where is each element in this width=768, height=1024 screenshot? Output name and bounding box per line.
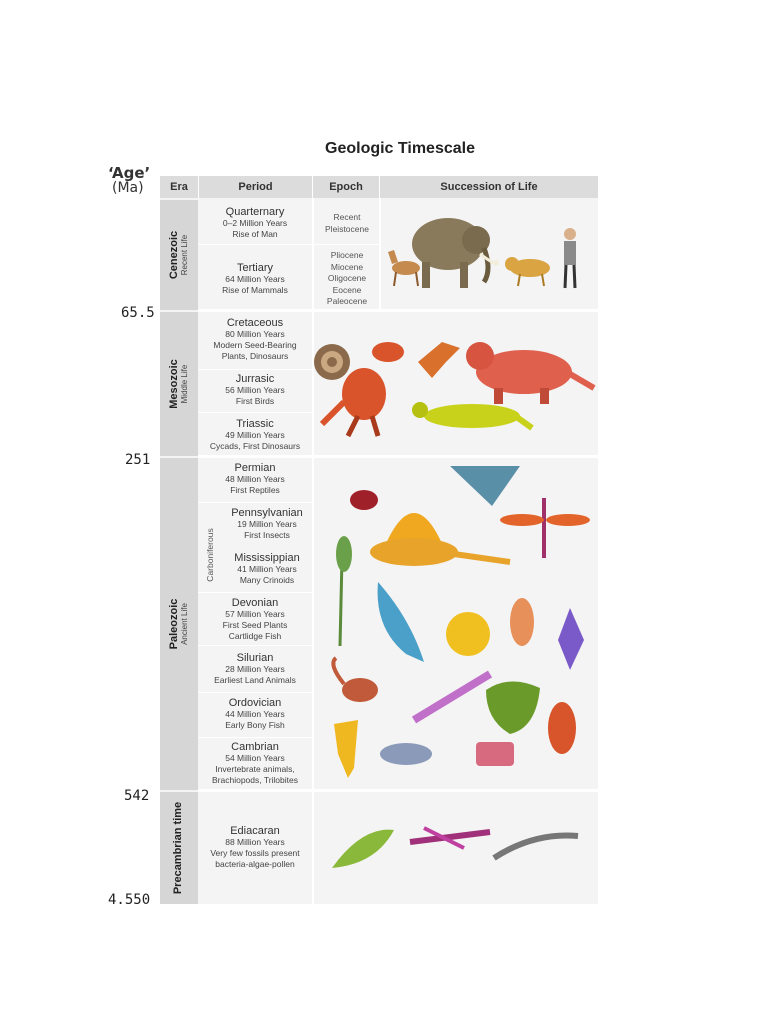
header-era: Era bbox=[160, 176, 198, 198]
period-mississippian bbox=[210, 552, 324, 586]
worm-icon bbox=[494, 835, 578, 858]
row-divider bbox=[198, 692, 312, 693]
period-name: Pennsylvanian bbox=[231, 507, 303, 519]
period-triassic bbox=[198, 418, 312, 452]
period-pennsylvanian bbox=[210, 507, 324, 541]
period-silurian bbox=[198, 652, 312, 686]
era-cenozoic bbox=[160, 200, 198, 310]
header-period: Period bbox=[199, 176, 312, 198]
plant-icon bbox=[336, 536, 352, 646]
epoch-item: Paleocene bbox=[326, 296, 368, 306]
period-name: Cretaceous bbox=[226, 317, 284, 329]
row-divider bbox=[198, 244, 380, 245]
period-note: Early Bony Fish bbox=[225, 720, 285, 730]
ray-icon bbox=[450, 466, 520, 506]
triceratops-icon bbox=[466, 342, 594, 404]
dragonfly-icon bbox=[500, 498, 590, 558]
period-note: Rise of Mammals bbox=[222, 285, 288, 295]
age-tick: 4.550 bbox=[108, 892, 151, 908]
man-icon bbox=[564, 228, 576, 288]
period-note: First Reptiles bbox=[230, 485, 280, 495]
period-duration: 49 Million Years bbox=[225, 430, 285, 440]
snail-icon bbox=[558, 608, 584, 670]
era-name: Cenezoic bbox=[168, 230, 181, 280]
epoch-item: Oligocene bbox=[327, 273, 367, 283]
period-devonian bbox=[198, 597, 312, 642]
period-name: Permian bbox=[234, 462, 276, 474]
period-note: Rise of Man bbox=[232, 229, 278, 239]
header-epoch: Epoch bbox=[313, 176, 379, 198]
mesozoic-life-illustration bbox=[314, 312, 598, 455]
row-divider bbox=[198, 412, 312, 413]
era-name: Mesozoic bbox=[168, 359, 181, 409]
era-subtitle: Ancient Life bbox=[179, 603, 189, 645]
chart-title: Geologic Timescale bbox=[325, 140, 475, 157]
period-name: Jurrasic bbox=[235, 373, 275, 385]
row-divider bbox=[198, 645, 312, 646]
row-divider bbox=[198, 369, 312, 370]
age-axis-unit: (Ma) bbox=[112, 180, 144, 196]
era-precambrian bbox=[160, 792, 198, 904]
epoch-item: Miocene bbox=[330, 261, 364, 272]
period-name: Mississippian bbox=[234, 552, 300, 564]
row-divider bbox=[198, 502, 312, 503]
period-permian bbox=[198, 462, 312, 496]
period-note: Plants, Dinosaurs bbox=[221, 351, 289, 361]
period-name: Quarternary bbox=[225, 206, 285, 218]
period-duration: 41 Million Years bbox=[237, 564, 297, 574]
period-name: Devonian bbox=[231, 597, 279, 609]
epochs-tertiary bbox=[314, 250, 380, 308]
clam-icon bbox=[446, 612, 490, 656]
row-divider bbox=[198, 737, 312, 738]
scorpion-icon bbox=[333, 658, 378, 702]
lizard-icon bbox=[412, 402, 532, 428]
epoch-item: Pleistocene bbox=[325, 223, 369, 234]
epochs-quaternary bbox=[314, 212, 380, 235]
coral-icon bbox=[486, 681, 540, 734]
period-name: Tertiary bbox=[236, 262, 274, 274]
era-name: Precambrian time bbox=[172, 801, 185, 895]
period-cambrian bbox=[198, 741, 312, 786]
cenozoic-life-illustration bbox=[380, 200, 598, 310]
period-jurrasic bbox=[198, 373, 312, 407]
period-duration: 19 Million Years bbox=[237, 519, 297, 529]
paleozoic-life-illustration bbox=[314, 458, 598, 788]
era-mesozoic bbox=[160, 312, 198, 456]
algae-icon bbox=[410, 828, 490, 848]
era-subtitle: Middle Life bbox=[179, 364, 189, 404]
period-cretaceous bbox=[198, 317, 312, 362]
period-duration: 56 Million Years bbox=[225, 385, 285, 395]
sponge-icon bbox=[334, 720, 358, 778]
carboniferous-text: Carboniferous bbox=[205, 528, 215, 582]
period-note: Invertebrate animals, bbox=[215, 764, 295, 774]
horse-icon bbox=[388, 250, 420, 286]
period-duration: 0–2 Million Years bbox=[222, 218, 288, 228]
period-duration: 48 Million Years bbox=[225, 474, 285, 484]
age-axis-label: ‘Age’ bbox=[108, 164, 151, 182]
period-ediacaran bbox=[198, 825, 312, 870]
period-duration: 28 Million Years bbox=[225, 664, 285, 674]
period-ordovician bbox=[198, 697, 312, 731]
period-note: Very few fossils present bbox=[210, 848, 300, 858]
period-name: Silurian bbox=[236, 652, 274, 664]
period-quaternary bbox=[198, 206, 312, 240]
period-duration: 57 Million Years bbox=[225, 609, 285, 619]
age-tick: 251 bbox=[125, 452, 151, 468]
shell-icon bbox=[350, 490, 378, 510]
sea-fan-icon bbox=[476, 742, 514, 766]
bird-icon bbox=[418, 342, 460, 378]
period-note: First Seed Plants bbox=[222, 620, 288, 630]
precambrian-life-illustration bbox=[314, 792, 598, 904]
period-note: Modern Seed-Bearing bbox=[213, 340, 297, 350]
period-note: Brachiopods, Trilobites bbox=[212, 775, 298, 785]
epoch-item: Eocene bbox=[332, 284, 362, 295]
dimetrodon-icon bbox=[370, 513, 510, 566]
age-tick: 542 bbox=[124, 788, 150, 804]
era-paleozoic bbox=[160, 458, 198, 790]
crinoid-icon bbox=[510, 598, 534, 646]
age-tick: 65.5 bbox=[121, 305, 155, 321]
era-name: Paleozoic bbox=[168, 598, 181, 650]
period-duration: 64 Million Years bbox=[225, 274, 285, 284]
fish-icon bbox=[378, 582, 424, 662]
period-duration: 88 Million Years bbox=[225, 837, 285, 847]
period-name: Cambrian bbox=[231, 741, 279, 753]
period-note: Cartlidge Fish bbox=[228, 631, 282, 641]
period-name: Ediacaran bbox=[230, 825, 280, 837]
period-name: Triassic bbox=[236, 418, 274, 430]
epoch-item: Recent bbox=[333, 212, 361, 222]
trilobite-icon bbox=[548, 702, 576, 754]
eurypterid-icon bbox=[414, 674, 490, 720]
period-note: First Insects bbox=[244, 530, 290, 540]
period-tertiary bbox=[198, 262, 312, 296]
period-name: Ordovician bbox=[228, 697, 282, 709]
period-duration: 80 Million Years bbox=[225, 329, 285, 339]
mammoth-icon bbox=[412, 218, 497, 288]
isopod-icon bbox=[380, 743, 432, 765]
period-note: First Birds bbox=[235, 396, 275, 406]
period-duration: 54 Million Years bbox=[225, 753, 285, 763]
period-note: Many Crinoids bbox=[239, 575, 295, 585]
fern-icon bbox=[332, 830, 394, 868]
period-note: bacteria-algae-pollen bbox=[215, 859, 295, 869]
header-life: Succession of Life bbox=[380, 176, 598, 198]
saber-tooth-cat-icon bbox=[505, 257, 550, 286]
period-note: Cycads, First Dinosaurs bbox=[209, 441, 301, 451]
period-note: Earliest Land Animals bbox=[214, 675, 296, 685]
era-subtitle: Recent Life bbox=[179, 234, 189, 276]
row-divider bbox=[198, 592, 312, 593]
ammonite-icon bbox=[314, 344, 350, 380]
epoch-item: Pliocene bbox=[330, 250, 364, 260]
period-duration: 44 Million Years bbox=[225, 709, 285, 719]
